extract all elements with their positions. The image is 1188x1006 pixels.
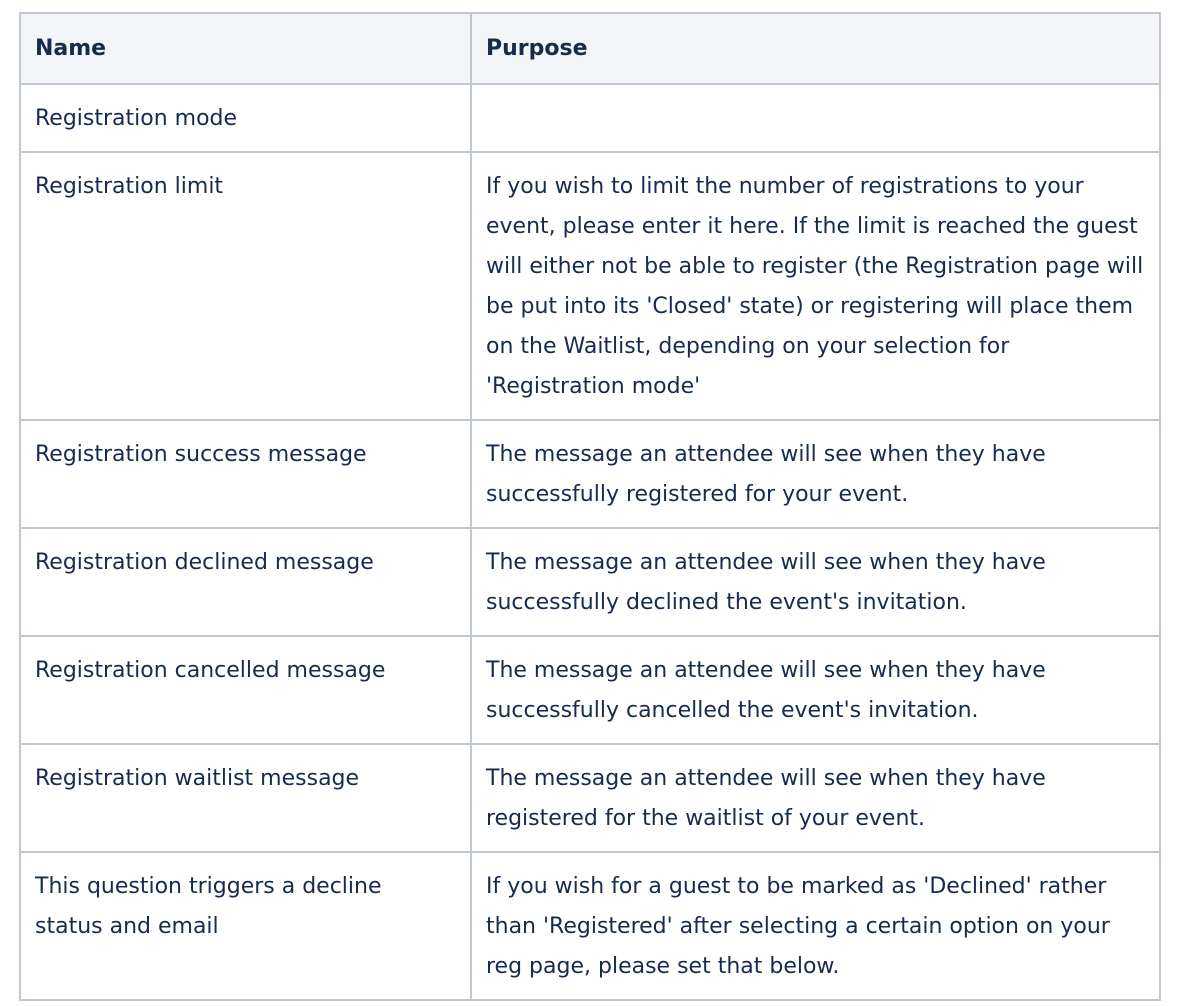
cell-purpose: The message an attendee will see when they have successfully cancelled the event's invitation. (471, 636, 1160, 744)
column-header-name: Name (20, 13, 471, 84)
column-header-purpose: Purpose (471, 13, 1160, 84)
cell-name: Registration success message (20, 420, 471, 528)
settings-table (19, 12, 1161, 1001)
cell-name: Registration limit (20, 152, 471, 420)
table-row (20, 152, 1160, 420)
cell-purpose: If you wish to limit the number of registrations to your event, please enter it here. If the limit is reached the guest will either not be able to register (the Registration page will be put into its 'Closed' state) or registering will place them on the Waitlist, depending on your selection for 'Registration mode' (471, 152, 1160, 420)
table-header (20, 13, 1160, 84)
cell-purpose: If you wish for a guest to be marked as 'Declined' rather than 'Registered' after selecting a certain option on your reg page, please set that below. (471, 852, 1160, 1000)
table-row (20, 636, 1160, 744)
cell-purpose: The message an attendee will see when they have successfully registered for your event. (471, 420, 1160, 528)
cell-name: Registration waitlist message (20, 744, 471, 852)
table-row (20, 528, 1160, 636)
table-row (20, 852, 1160, 1000)
table-row (20, 744, 1160, 852)
header-row (20, 13, 1160, 84)
cell-name: This question triggers a decline status and email (20, 852, 471, 1000)
table-body (20, 84, 1160, 1000)
cell-purpose: The message an attendee will see when they have successfully declined the event's invitation. (471, 528, 1160, 636)
table-row (20, 420, 1160, 528)
cell-name: Registration declined message (20, 528, 471, 636)
table-row (20, 84, 1160, 152)
cell-name: Registration mode (20, 84, 471, 152)
cell-purpose: The message an attendee will see when they have registered for the waitlist of your event. (471, 744, 1160, 852)
cell-name: Registration cancelled message (20, 636, 471, 744)
settings-table-container (19, 12, 1161, 1001)
cell-purpose (471, 84, 1160, 152)
